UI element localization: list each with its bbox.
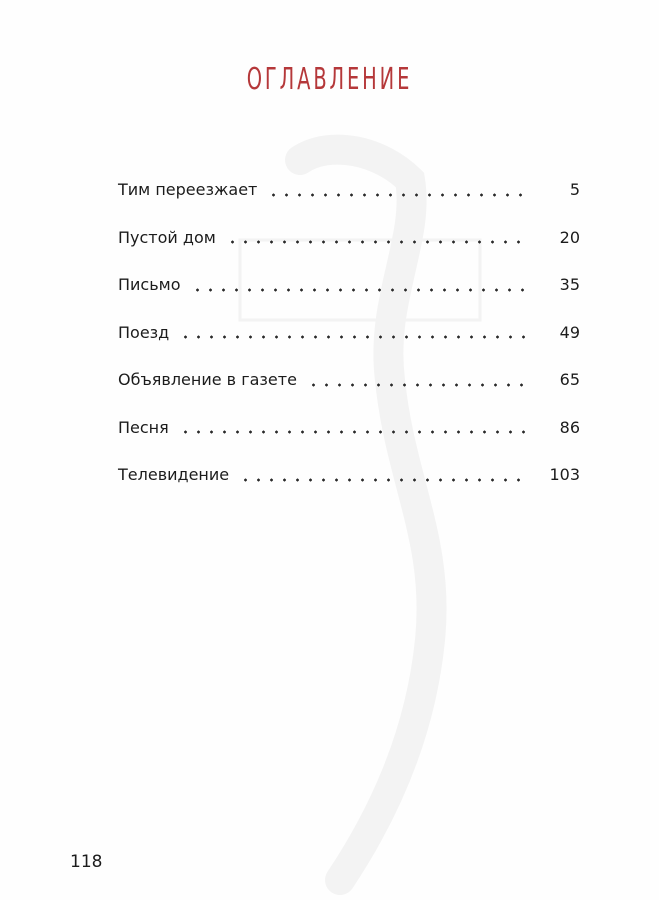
table-of-contents <box>118 166 580 499</box>
toc-entry[interactable] <box>118 166 580 214</box>
dot-leader <box>267 193 526 197</box>
toc-entry[interactable] <box>118 214 580 262</box>
toc-entry[interactable] <box>118 356 580 404</box>
dot-leader <box>191 288 526 292</box>
toc-entry-page: 65 <box>559 370 580 390</box>
toc-entry-page: 86 <box>559 417 580 437</box>
toc-entry-title: Поезд <box>118 323 179 342</box>
toc-entry[interactable] <box>118 261 580 309</box>
page-number: 118 <box>70 852 103 872</box>
dot-leader <box>179 430 526 434</box>
toc-entry-page: 103 <box>549 465 580 485</box>
toc-entry-title: Песня <box>118 418 179 437</box>
toc-entry-title: Пустой дом <box>118 228 226 247</box>
toc-entry-title: Телевидение <box>118 465 239 484</box>
dot-leader <box>179 335 526 339</box>
toc-entry[interactable] <box>118 309 580 357</box>
page-title: ОГЛАВЛЕНИЕ <box>246 62 413 97</box>
toc-entry-title: Тим переезжает <box>118 180 267 199</box>
toc-entry[interactable] <box>118 404 580 452</box>
toc-entry-page: 20 <box>559 227 580 247</box>
dot-leader <box>307 383 526 387</box>
toc-entry-page: 35 <box>559 275 580 295</box>
dot-leader <box>226 240 526 244</box>
toc-entry-title: Объявление в газете <box>118 370 307 389</box>
toc-entry-title: Письмо <box>118 275 191 294</box>
toc-entry-page: 5 <box>569 180 580 200</box>
toc-entry-page: 49 <box>559 322 580 342</box>
dot-leader <box>239 478 526 482</box>
toc-entry[interactable] <box>118 451 580 499</box>
